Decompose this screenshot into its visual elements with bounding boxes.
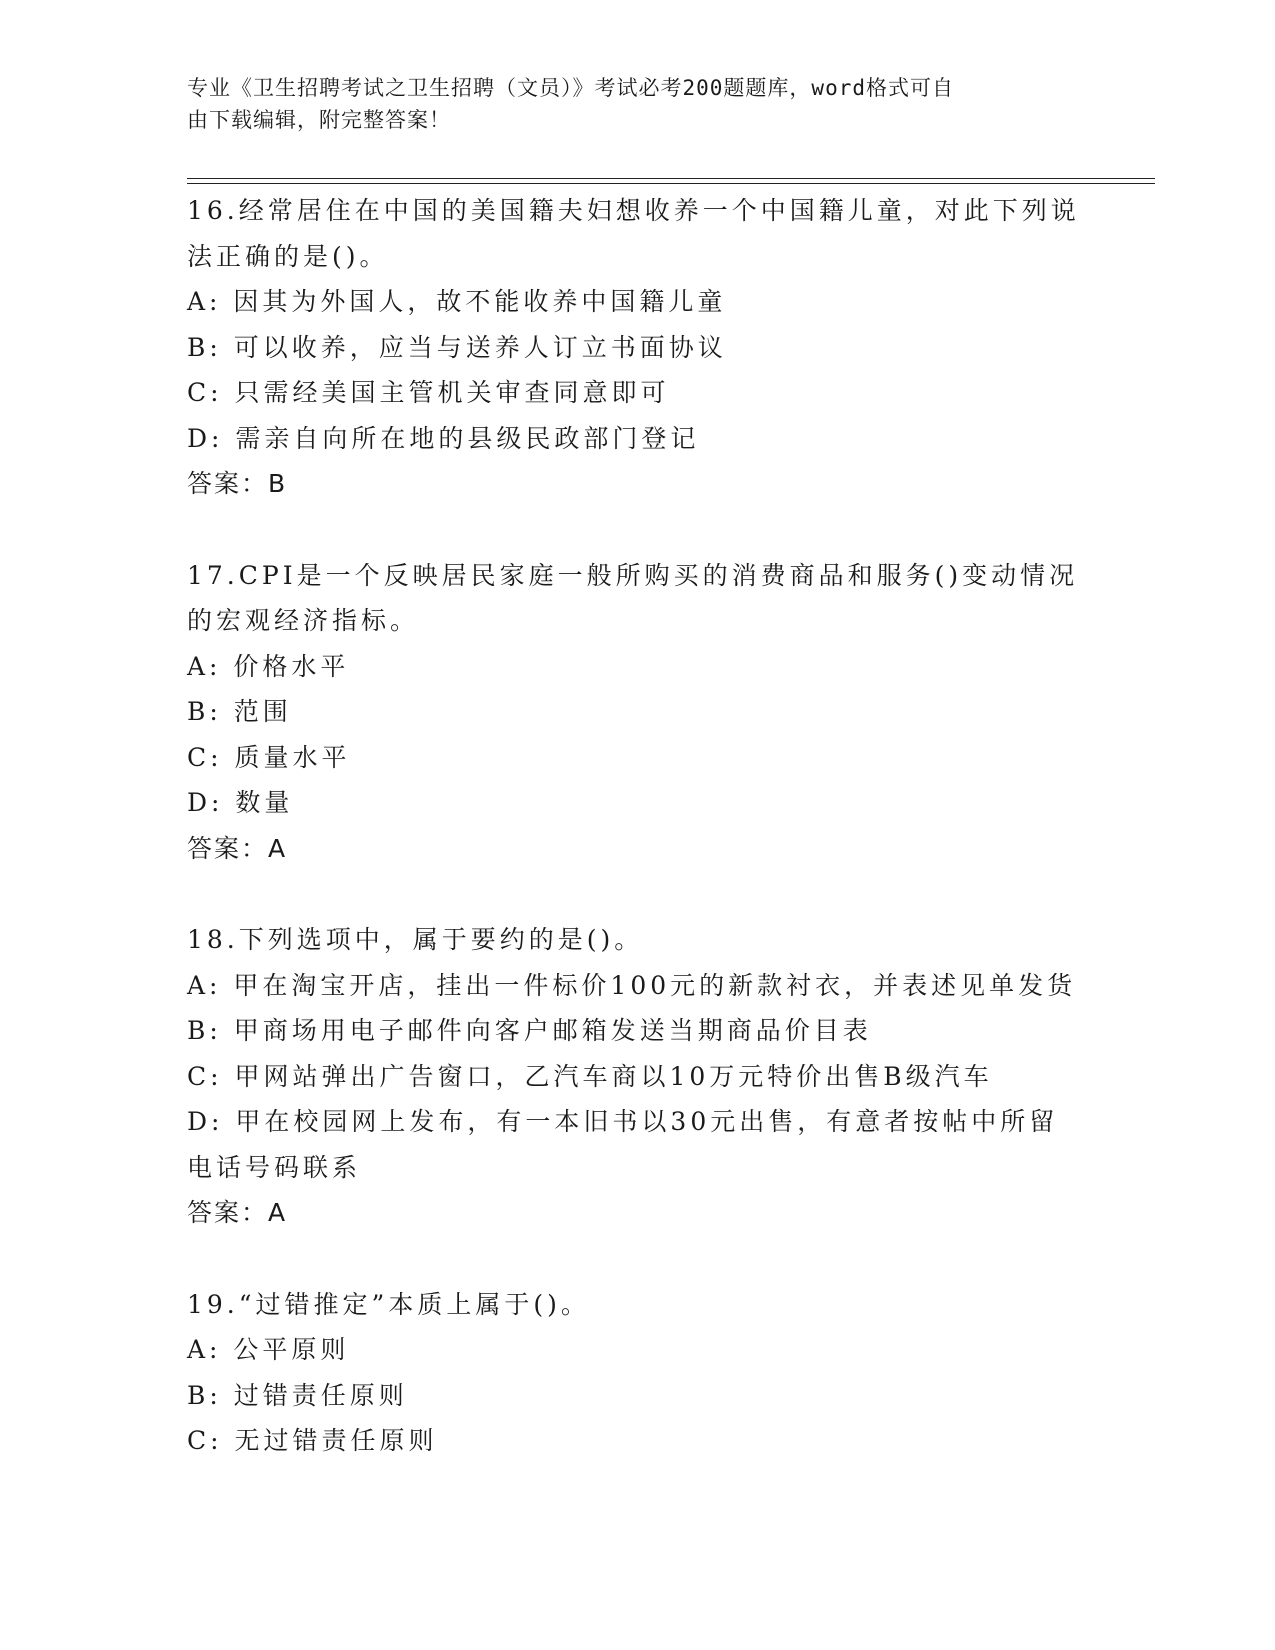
question-17: [187, 553, 1087, 872]
option-d-continued: 电话号码联系: [187, 1152, 362, 1182]
header-divider-top: [187, 178, 1155, 179]
question-stem-line: 17.CPI是一个反映居民家庭一般所购买的消费商品和服务()变动情况: [187, 560, 1079, 590]
document-header: [187, 72, 1077, 136]
question-stem-line: 19.“过错推定”本质上属于()。: [187, 1289, 590, 1319]
option-b: B: 范围: [187, 697, 292, 726]
answer: 答案：A: [187, 1198, 288, 1227]
option-a: A: 甲在淘宝开店，挂出一件标价100元的新款衬衣，并表述见单发货: [187, 970, 1077, 1000]
option-a: A: 价格水平: [187, 651, 350, 681]
header-divider-bottom: [187, 183, 1155, 184]
option-b: B: 过错责任原则: [187, 1380, 408, 1410]
option-d: D: 需亲自向所在地的县级民政部门登记: [187, 423, 700, 453]
header-line-1: 专业《卫生招聘考试之卫生招聘（文员）》考试必考200题题库，word格式可自: [187, 76, 954, 100]
question-19: [187, 1282, 1087, 1464]
answer: 答案：B: [187, 469, 288, 498]
question-18: [187, 917, 1087, 1236]
question-stem-line: 法正确的是()。: [187, 241, 389, 271]
option-a: A: 公平原则: [187, 1335, 350, 1364]
question-stem-line: 16.经常居住在中国的美国籍夫妇想收养一个中国籍儿童，对此下列说: [187, 196, 1080, 225]
option-b: B: 可以收养，应当与送养人订立书面协议: [187, 332, 727, 362]
option-a: A: 因其为外国人，故不能收养中国籍儿童: [187, 287, 727, 316]
option-c: C: 无过错责任原则: [187, 1426, 438, 1455]
option-d: D: 甲在校园网上发布，有一本旧书以30元出售，有意者按帖中所留: [187, 1107, 1059, 1136]
question-16: [187, 188, 1087, 507]
question-stem-line: 的宏观经济指标。: [187, 606, 420, 635]
option-c: C: 只需经美国主管机关审查同意即可: [187, 378, 670, 407]
answer: 答案：A: [187, 833, 288, 863]
question-list: [187, 188, 1087, 1510]
option-c: C: 甲网站弹出广告窗口，乙汽车商以10万元特价出售B级汽车: [187, 1061, 993, 1091]
option-b: B: 甲商场用电子邮件向客户邮箱发送当期商品价目表: [187, 1016, 872, 1045]
question-stem-line: 18.下列选项中，属于要约的是()。: [187, 925, 644, 954]
option-c: C: 质量水平: [187, 742, 351, 772]
header-line-2: 由下载编辑，附完整答案！: [187, 108, 451, 132]
option-d: D: 数量: [187, 788, 294, 817]
